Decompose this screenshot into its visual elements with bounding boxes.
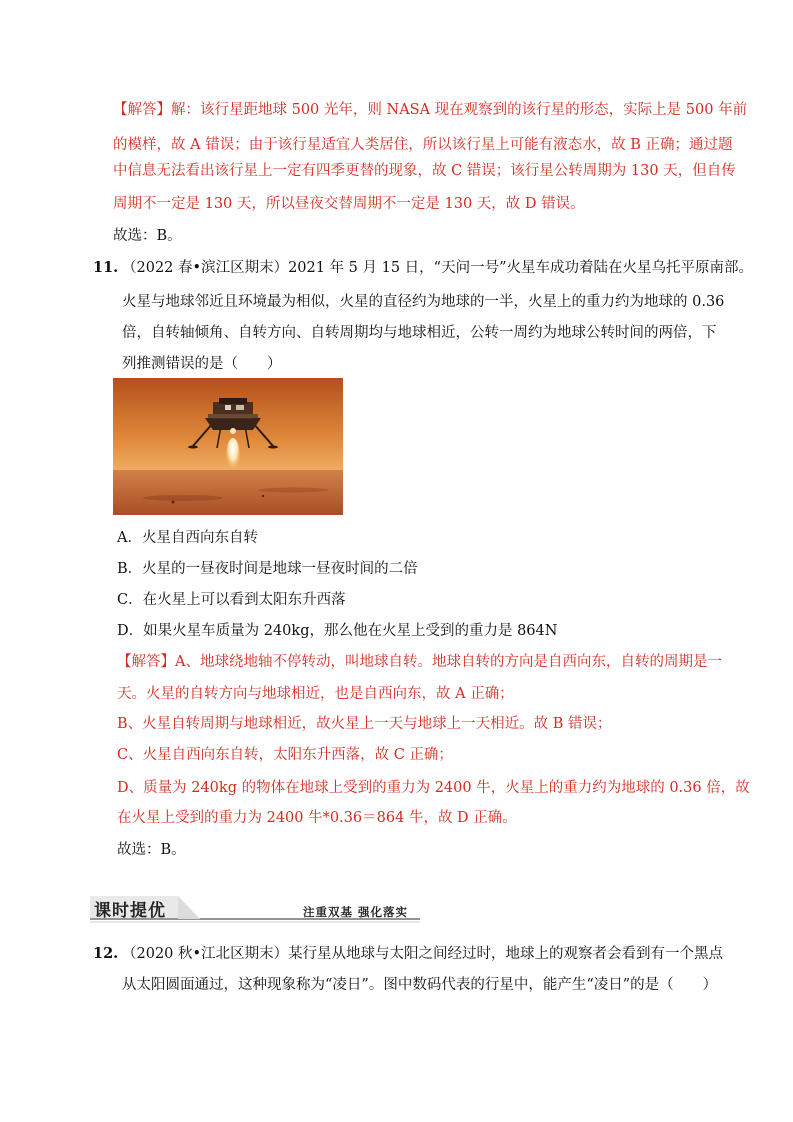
question-number: 11.: [93, 259, 119, 276]
answer-line: C、火星自西向东自转，太阳东升西落，故 C 正确；: [117, 747, 453, 763]
option-b: B．火星的一昼夜时间是地球一昼夜时间的二倍: [117, 561, 418, 577]
mars-lander-image: [113, 378, 343, 515]
answer-choice: 故选：B。: [117, 842, 186, 858]
question-number: 12.: [93, 945, 119, 962]
section-title: 课时提优: [94, 901, 166, 921]
question-text: 从太阳圆面通过，这种现象称为“凌日”。图中数码代表的行星中，能产生“凌日”的是（ ）: [122, 977, 718, 993]
answer-line: 天。火星的自转方向与地球相近，也是自西向东，故 A 正确；: [117, 686, 514, 702]
answer-line: 【解答】解：该行星距地球 500 光年，则 NASA 现在观察到的该行星的形态，实际上是 500 年前: [113, 102, 748, 118]
answer-line: 的模样，故 A 错误；由于该行星适宜人类居住，所以该行星上可能有液态水，故 B 正确；通过题: [113, 137, 733, 153]
answer-line: B、火星自转周期与地球相近，故火星上一天与地球上一天相近。故 B 错误；: [117, 716, 612, 732]
option-a: A．火星自西向东自转: [117, 530, 258, 546]
answer-line: 【解答】A、地球绕地轴不停转动，叫地球自转。地球自转的方向是自西向东，自转的周期是一: [117, 654, 722, 670]
answer-line: 周期不一定是 130 天，所以昼夜交替周期不一定是 130 天，故 D 错误。: [113, 196, 585, 212]
question-text: 火星与地球邻近且环境最为相似，火星的直径约为地球的一半，火星上的重力约为地球的 0.36: [122, 294, 725, 310]
option-d: D．如果火星车质量为 240kg，那么他在火星上受到的重力是 864N: [117, 623, 558, 639]
question-text: （2022 春•滨江区期末）2021 年 5 月 15 日，“天问一号”火星车成功着陆在火星乌托平原南部。: [122, 260, 754, 276]
answer-line: 中信息无法看出该行星上一定有四季更替的现象，故 C 错误；该行星公转周期为 130 天，但自传: [113, 163, 736, 179]
question-text: （2020 秋•江北区期末）某行星从地球与太阳之间经过时，地球上的观察者会看到有一个黑点: [122, 946, 724, 962]
answer-line: D、质量为 240kg 的物体在地球上受到的重力为 2400 牛，火星上的重力约为地球的 0.36 倍，故: [117, 780, 750, 796]
section-subtitle: 注重双基 强化落实: [303, 905, 409, 919]
question-text: 倍，自转轴倾角、自转方向、自转周期均与地球相近，公转一周约为地球公转时间的两倍，下: [122, 325, 717, 341]
option-c: C．在火星上可以看到太阳东升西落: [117, 592, 346, 608]
question-text: 列推测错误的是（ ）: [122, 356, 282, 372]
answer-choice: 故选：B。: [113, 228, 182, 244]
answer-line: 在火星上受到的重力为 2400 牛*0.36＝864 牛，故 D 正确。: [117, 810, 517, 826]
